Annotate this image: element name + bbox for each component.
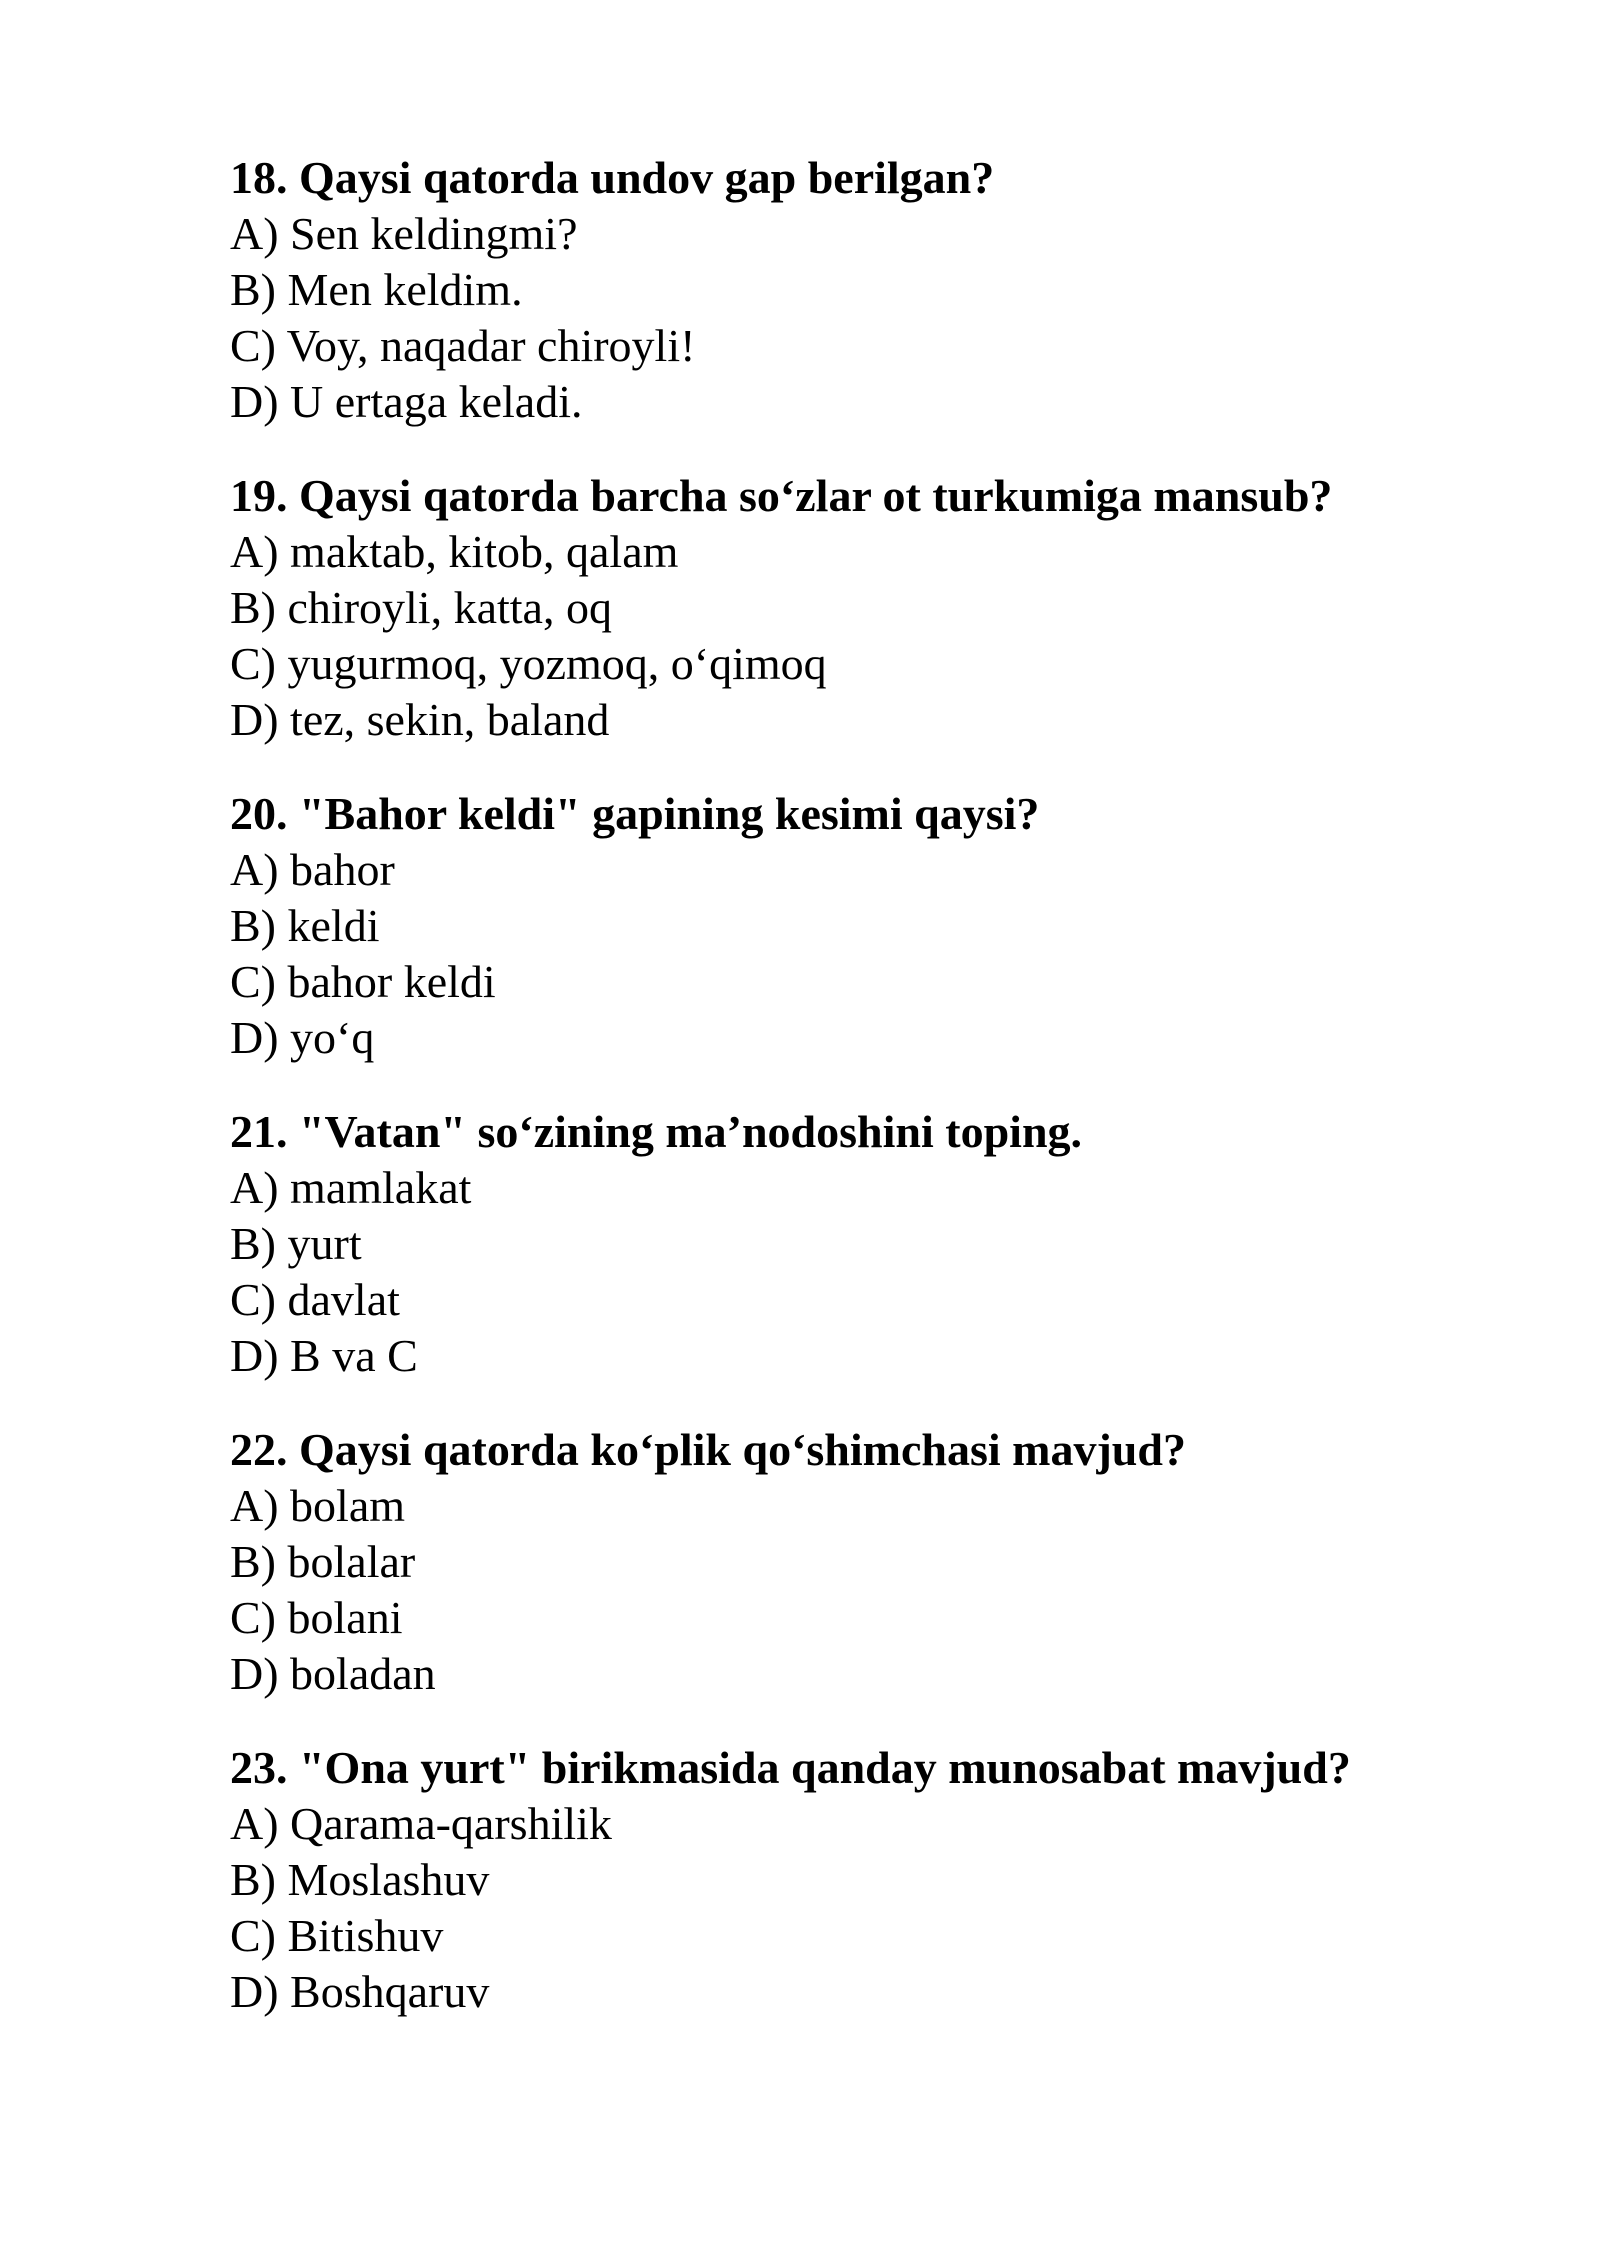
option-a: A) Sen keldingmi? (230, 208, 578, 259)
question-title: 22. Qaysi qatorda ko‘plik qo‘shimchasi mavjud? (230, 1424, 1186, 1475)
option-c: C) yugurmoq, yozmoq, o‘qimoq (230, 638, 827, 689)
option-d: D) tez, sekin, baland (230, 694, 610, 745)
option-b: B) Men keldim. (230, 264, 523, 315)
option-list (230, 206, 1490, 430)
question-title: 21. "Vatan" so‘zining ma’nodoshini toping. (230, 1106, 1083, 1157)
question-23 (230, 1740, 1490, 2020)
option-list (230, 1478, 1490, 1702)
option-b: B) yurt (230, 1218, 362, 1269)
option-b: B) Moslashuv (230, 1854, 490, 1905)
question-title: 23. "Ona yurt" birikmasida qanday munosabat mavjud? (230, 1742, 1351, 1793)
option-a: A) maktab, kitob, qalam (230, 526, 679, 577)
option-a: A) Qarama-qarshilik (230, 1798, 612, 1849)
option-list (230, 524, 1490, 748)
document-page (230, 150, 1490, 2058)
option-b: B) chiroyli, katta, oq (230, 582, 612, 633)
option-c: C) davlat (230, 1274, 400, 1325)
question-title: 20. "Bahor keldi" gapining kesimi qaysi? (230, 788, 1040, 839)
question-18 (230, 150, 1490, 430)
option-a: A) mamlakat (230, 1162, 472, 1213)
option-c: C) bahor keldi (230, 956, 496, 1007)
option-c: C) bolani (230, 1592, 403, 1643)
option-d: D) boladan (230, 1648, 436, 1699)
option-c: C) Bitishuv (230, 1910, 444, 1961)
option-d: D) B va C (230, 1330, 418, 1381)
question-21 (230, 1104, 1490, 1384)
question-title: 19. Qaysi qatorda barcha so‘zlar ot turkumiga mansub? (230, 470, 1333, 521)
option-list (230, 1796, 1490, 2020)
option-d: D) yo‘q (230, 1012, 375, 1063)
option-a: A) bolam (230, 1480, 406, 1531)
question-20 (230, 786, 1490, 1066)
option-b: B) keldi (230, 900, 380, 951)
option-d: D) U ertaga keladi. (230, 376, 583, 427)
option-c: C) Voy, naqadar chiroyli! (230, 320, 696, 371)
option-b: B) bolalar (230, 1536, 416, 1587)
option-a: A) bahor (230, 844, 395, 895)
option-d: D) Boshqaruv (230, 1966, 490, 2017)
question-19 (230, 468, 1490, 748)
option-list (230, 842, 1490, 1066)
question-22 (230, 1422, 1490, 1702)
question-title: 18. Qaysi qatorda undov gap berilgan? (230, 152, 995, 203)
option-list (230, 1160, 1490, 1384)
